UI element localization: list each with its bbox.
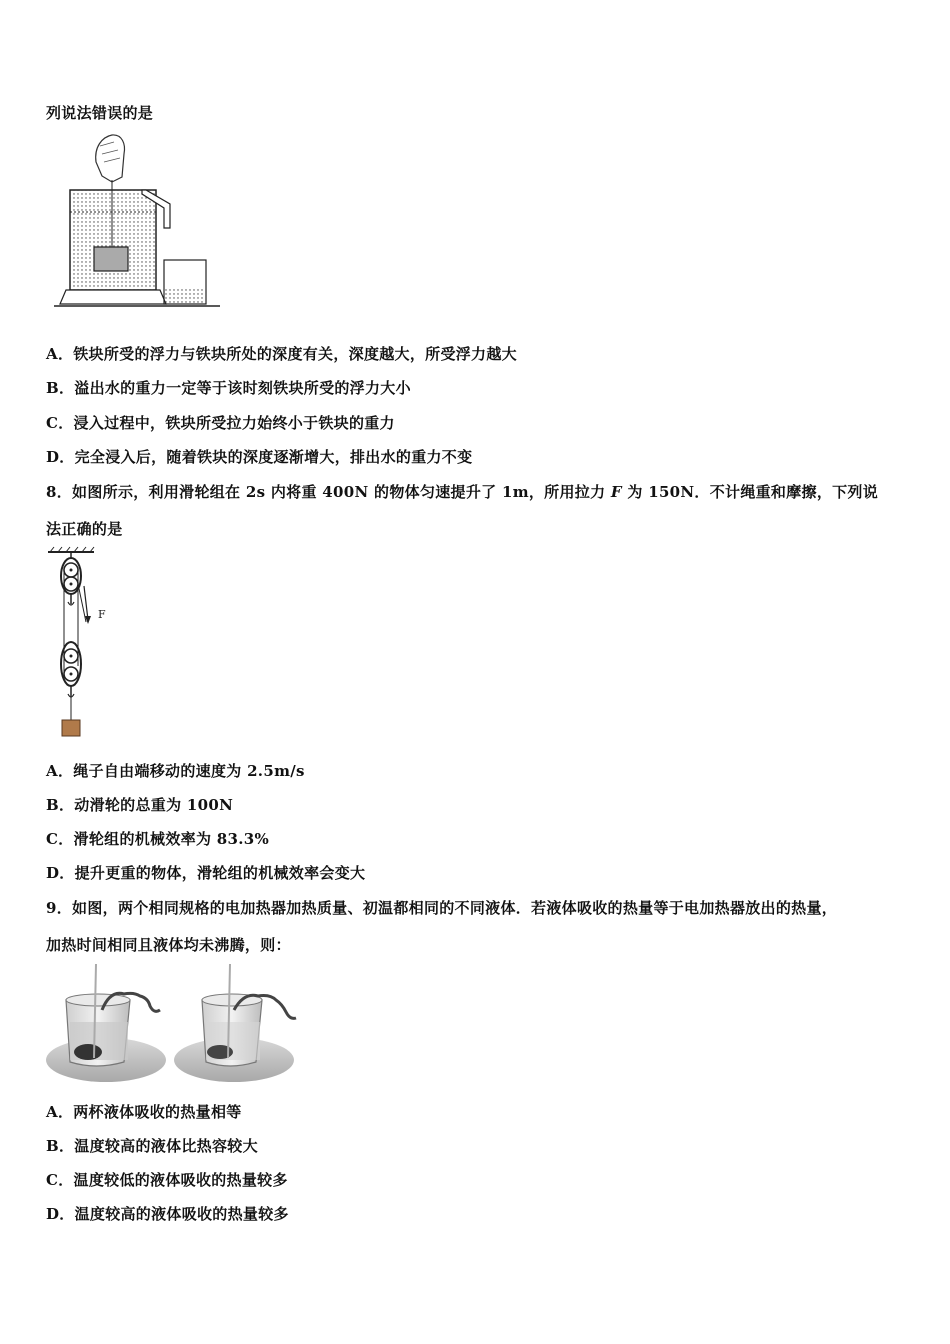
q9-option-a: A．两杯液体吸收的热量相等 xyxy=(46,1103,242,1121)
q7-option-a: A．铁块所受的浮力与铁块所处的深度有关，深度越大，所受浮力越大 xyxy=(46,345,517,363)
q8-stem-line2: 法正确的是 xyxy=(46,520,123,538)
q9-option-b: B．温度较高的液体比热容较大 xyxy=(46,1137,258,1155)
q8-option-d: D．提升更重的物体，滑轮组的机械效率会变大 xyxy=(46,864,366,882)
q8-option-b: B．动滑轮的总重为 100N xyxy=(46,796,234,814)
q9-option-d: D．温度较高的液体吸收的热量较多 xyxy=(46,1205,289,1223)
q8-pulley-system-figure xyxy=(40,546,120,740)
q8-force-label: F xyxy=(98,608,106,621)
q9-stem-line2: 加热时间相同且液体均未沸腾，则： xyxy=(46,936,291,954)
q9-heater-beakers-figure xyxy=(44,962,314,1090)
q7-overflow-can-figure xyxy=(52,132,232,312)
q8-stem-line1: 8．如图所示，利用滑轮组在 2s 内将重 400N 的物体匀速提升了 1m，所用拉力 F 为 150N．不计绳重和摩擦，下列说 xyxy=(46,483,879,501)
q7-stem-tail: 列说法错误的是 xyxy=(46,104,154,122)
q8-option-c: C．滑轮组的机械效率为 83.3% xyxy=(46,830,270,848)
q9-stem-line1: 9．如图，两个相同规格的电加热器加热质量、初温都相同的不同液体．若液体吸收的热量等于电加热器放出的热量， xyxy=(46,899,838,917)
q7-option-b: B．溢出水的重力一定等于该时刻铁块所受的浮力大小 xyxy=(46,379,411,397)
q9-option-c: C．温度较低的液体吸收的热量较多 xyxy=(46,1171,288,1189)
q7-option-c: C．浸入过程中，铁块所受拉力始终小于铁块的重力 xyxy=(46,414,395,432)
q7-option-d: D．完全浸入后，随着铁块的深度逐渐增大，排出水的重力不变 xyxy=(46,448,473,466)
q8-option-a: A．绳子自由端移动的速度为 2.5m/s xyxy=(46,762,305,780)
